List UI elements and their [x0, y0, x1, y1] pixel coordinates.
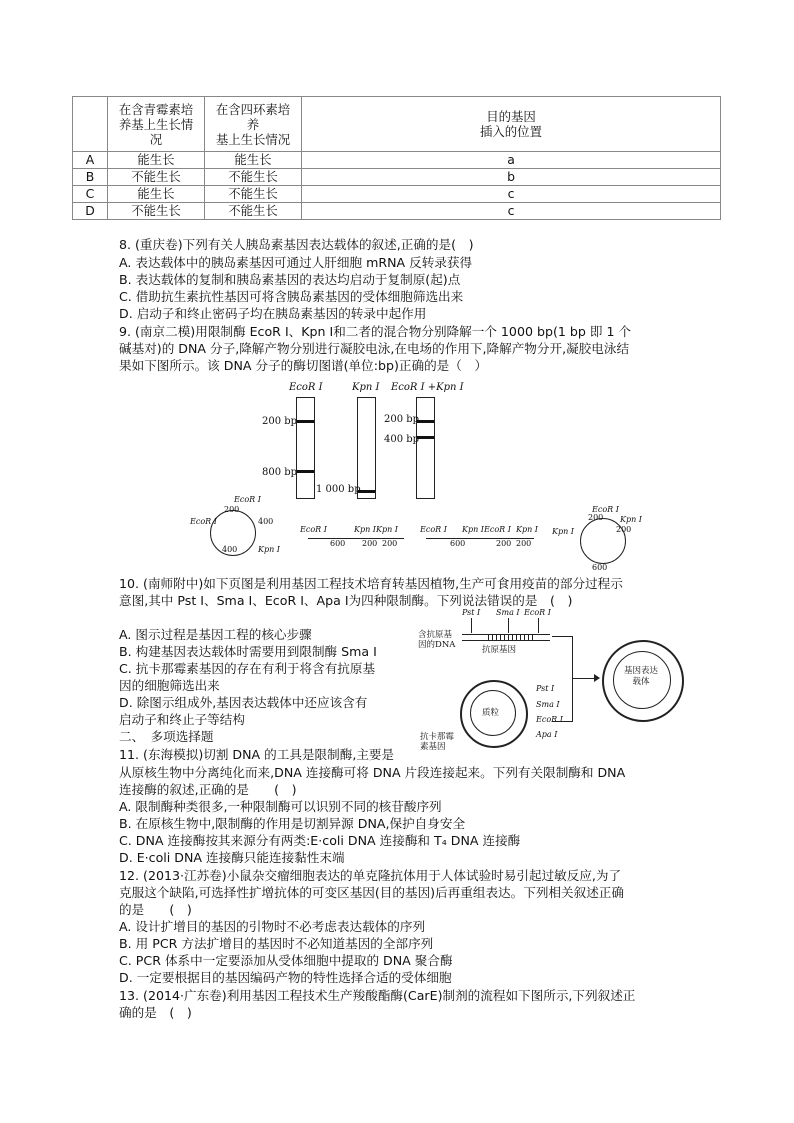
table-header-cell: 目的基因 插入的位置: [302, 97, 721, 152]
vector-label: 基因表达 载体: [624, 666, 659, 687]
gel-band: [297, 470, 314, 473]
fragment-size: 200: [362, 539, 378, 548]
enzyme-label: Kpn Ⅰ: [516, 525, 538, 534]
table-header-row: [73, 97, 721, 152]
q12-option-b: B. 用 PCR 方法扩增目的基因时不必知道基因的全部序列: [119, 936, 434, 951]
cut-arrow: [538, 618, 539, 633]
table-cell: D: [73, 203, 108, 220]
table-cell: 不能生长: [205, 186, 302, 203]
enzyme-label: Kpn Ⅰ: [376, 525, 398, 534]
table-cell: 不能生长: [108, 203, 205, 220]
q9-stem-line1: 9. (南京二模)用限制酶 EcoR Ⅰ、Kpn Ⅰ和二者的混合物分别降解一个 1000 bp(1 bp 即 1 个: [119, 324, 632, 339]
q12-stem-line1: 12. (2013·江苏卷)小鼠杂交瘤细胞表达的单克隆抗体用于人体试验时易引起过敏反应,为了: [119, 868, 622, 883]
q10-option-d-line2: 启动子和终止子等结构: [119, 712, 245, 727]
q8-option-d: D. 启动子和终止密码子均在胰岛素基因的转录中起作用: [119, 306, 427, 321]
restriction-map-d: [552, 505, 642, 571]
gel-lane-label-kpn: Kpn Ⅰ: [352, 382, 380, 393]
q8-option-a: A. 表达载体中的胰岛素基因可通过人肝细胞 mRNA 反转录获得: [119, 255, 473, 270]
fragment-size: 200: [588, 513, 604, 522]
enzyme-label: EcoR Ⅰ: [300, 525, 327, 534]
table-row: [73, 203, 721, 220]
q10-option-b: B. 构建基因表达载体时需要用到限制酶 Sma Ⅰ: [119, 644, 377, 659]
fragment-size: 200: [516, 539, 532, 548]
q10-option-d-line1: D. 除图示组成外,基因表达载体中还应该含有: [119, 695, 368, 710]
enzyme-label: EcoR Ⅰ: [524, 608, 551, 617]
fragment-size: 200: [616, 525, 632, 534]
q13-stem-line1: 13. (2014·广东卷)利用基因工程技术生产羧酸酯酶(CarE)制剂的流程如下图所示,下列叙述正: [119, 988, 636, 1003]
enzyme-label: Pst Ⅰ: [462, 608, 481, 617]
enzyme-label: Kpn Ⅰ: [552, 527, 574, 536]
kanamycin-label: 抗卡那霉 素基因: [420, 732, 455, 752]
q8-option-b: B. 表达载体的复制和胰岛素基因的表达均启动于复制原(起)点: [119, 272, 461, 287]
table-header-cell: [73, 97, 108, 152]
q11-stem-line2: 从原核生物中分离纯化而来,DNA 连接酶可将 DNA 片段连接起来。下列有关限制酶和 DNA: [119, 765, 626, 780]
band-label: 200 bp: [384, 414, 420, 425]
table-cell: C: [73, 186, 108, 203]
table-cell: 不能生长: [205, 169, 302, 186]
q9-stem-line3: 果如下图所示。该 DNA 分子的酶切图谱(单位:bp)正确的是（ ）: [119, 358, 488, 373]
table-header-cell: 在含四环素培 养 基上生长情况: [205, 97, 302, 152]
table-cell: 不能生长: [108, 169, 205, 186]
enzyme-label: Kpn Ⅰ: [462, 525, 484, 534]
enzyme-label: Kpn Ⅰ: [620, 515, 642, 524]
table-header-cell: 在含青霉素培 养基上生长情 况: [108, 97, 205, 152]
options-table: [72, 96, 721, 220]
gel-band: [417, 436, 434, 439]
q10-figure: [418, 606, 688, 756]
cut-arrow: [508, 618, 509, 633]
gel-band: [297, 420, 314, 423]
q8-option-c: C. 借助抗生素抗性基因可将含胰岛素基因的受体细胞筛选出来: [119, 289, 464, 304]
table-cell: b: [302, 169, 721, 186]
gel-band: [417, 420, 434, 423]
flow-arrow: [572, 678, 596, 679]
fragment-size: 600: [450, 539, 466, 548]
table-cell: 能生长: [108, 186, 205, 203]
table-cell: c: [302, 203, 721, 220]
restriction-map-b: [300, 525, 412, 555]
restriction-map-c: [420, 525, 544, 555]
table-cell: 能生长: [108, 152, 205, 169]
enzyme-label: EcoR Ⅰ: [536, 715, 563, 724]
enzyme-label: Sma Ⅰ: [496, 608, 520, 617]
enzyme-label: Sma Ⅰ: [536, 700, 560, 709]
q11-option-a: A. 限制酶种类很多,一种限制酶可以识别不同的核苷酸序列: [119, 799, 442, 814]
dna-label: 含抗原基 因的DNA: [418, 630, 456, 650]
cut-arrow: [471, 618, 472, 633]
table-cell: a: [302, 152, 721, 169]
q12-stem-line2: 克服这个缺陷,可选择性扩增抗体的可变区基因(目的基因)后再重组表达。下列相关叙述正确: [119, 885, 624, 900]
enzyme-label: Pst Ⅰ: [536, 684, 555, 693]
q11-option-c: C. DNA 连接酶按其来源分有两类:E·coli DNA 连接酶和 T₄ DNA 连接酶: [119, 833, 521, 848]
table-row: [73, 186, 721, 203]
fragment-size: 400: [222, 545, 238, 554]
table-cell: A: [73, 152, 108, 169]
plasmid-label: 质粒: [482, 708, 500, 718]
table-row: [73, 169, 721, 186]
q13-stem-line2: 确的是 ( ): [119, 1005, 192, 1020]
q11-option-b: B. 在原核生物中,限制酶的作用是切割异源 DNA,保护自身安全: [119, 816, 466, 831]
q10-stem-line2: 意图,其中 Pst Ⅰ、Sma Ⅰ、EcoR Ⅰ、Apa Ⅰ为四种限制酶。下列说法错误的是 ( ): [119, 593, 573, 608]
dna-double-strand: [462, 634, 550, 641]
merge-bracket: [552, 636, 573, 722]
enzyme-label: Kpn Ⅰ: [354, 525, 376, 534]
fragment-size: 200: [224, 505, 240, 514]
enzyme-label: Apa Ⅰ: [536, 730, 558, 739]
band-label: 1 000 bp: [316, 484, 361, 495]
q8-stem: 8. (重庆卷)下列有关人胰岛素基因表达载体的叙述,正确的是( ): [119, 237, 474, 252]
enzyme-label: EcoR Ⅰ: [190, 517, 217, 526]
enzyme-label: EcoR Ⅰ: [592, 505, 619, 514]
q10-option-a: A. 图示过程是基因工程的核心步骤: [119, 627, 312, 642]
fragment-size: 600: [330, 539, 346, 548]
enzyme-label: EcoR Ⅰ: [484, 525, 511, 534]
fragment-size: 200: [382, 539, 398, 548]
table-cell: 能生长: [205, 152, 302, 169]
q12-option-d: D. 一定要根据目的基因编码产物的特性选择合适的受体细胞: [119, 970, 452, 985]
q12-option-a: A. 设计扩增目的基因的引物时不必考虑表达载体的序列: [119, 919, 426, 934]
q10-stem-line1: 10. (南师附中)如下页图是利用基因工程技术培育转基因植物,生产可食用疫苗的部分过程示: [119, 576, 623, 591]
fragment-size: 400: [258, 517, 274, 526]
band-label: 800 bp: [262, 467, 298, 478]
restriction-map-a: [190, 495, 290, 561]
q12-stem-line3: 的是 ( ): [119, 902, 192, 917]
enzyme-label: Kpn Ⅰ: [258, 545, 280, 554]
q11-stem-line3: 连接酶的叙述,正确的是 ( ): [119, 782, 297, 797]
gel-lane-1: [296, 397, 315, 499]
table-cell: 不能生长: [205, 203, 302, 220]
arrow-head-icon: [594, 674, 600, 682]
enzyme-label: EcoR Ⅰ: [420, 525, 447, 534]
band-label: 400 bp: [384, 434, 420, 445]
fragment-size: 200: [496, 539, 512, 548]
q12-option-c: C. PCR 体系中一定要添加从受体细胞中提取的 DNA 聚合酶: [119, 953, 453, 968]
fragment-size: 600: [592, 563, 608, 572]
q10-option-c-line1: C. 抗卡那霉素基因的存在有利于将含有抗原基: [119, 661, 376, 676]
q11-option-d: D. E·coli DNA 连接酶只能连接黏性末端: [119, 850, 345, 865]
antigen-gene-segment: [488, 635, 534, 640]
gene-label: 抗原基因: [482, 645, 517, 655]
gel-lane-label-mix: EcoR Ⅰ +Kpn Ⅰ: [391, 382, 464, 393]
q9-stem-line2: 碱基对)的 DNA 分子,降解产物分别进行凝胶电泳,在电场的作用下,降解产物分开,凝胶电泳结: [119, 341, 630, 356]
band-label: 200 bp: [262, 416, 298, 427]
table-cell: c: [302, 186, 721, 203]
q10-option-c-line2: 因的细胞筛选出来: [119, 678, 220, 693]
gel-lane-label-ecor: EcoR Ⅰ: [289, 382, 323, 393]
section-2-heading: 二、 多项选择题: [119, 729, 214, 744]
table-row: [73, 152, 721, 169]
q11-stem-line1: 11. (东海模拟)切割 DNA 的工具是限制酶,主要是: [119, 747, 395, 762]
table-cell: B: [73, 169, 108, 186]
enzyme-label: EcoR Ⅰ: [234, 495, 261, 504]
gel-lane-3: [416, 397, 435, 499]
